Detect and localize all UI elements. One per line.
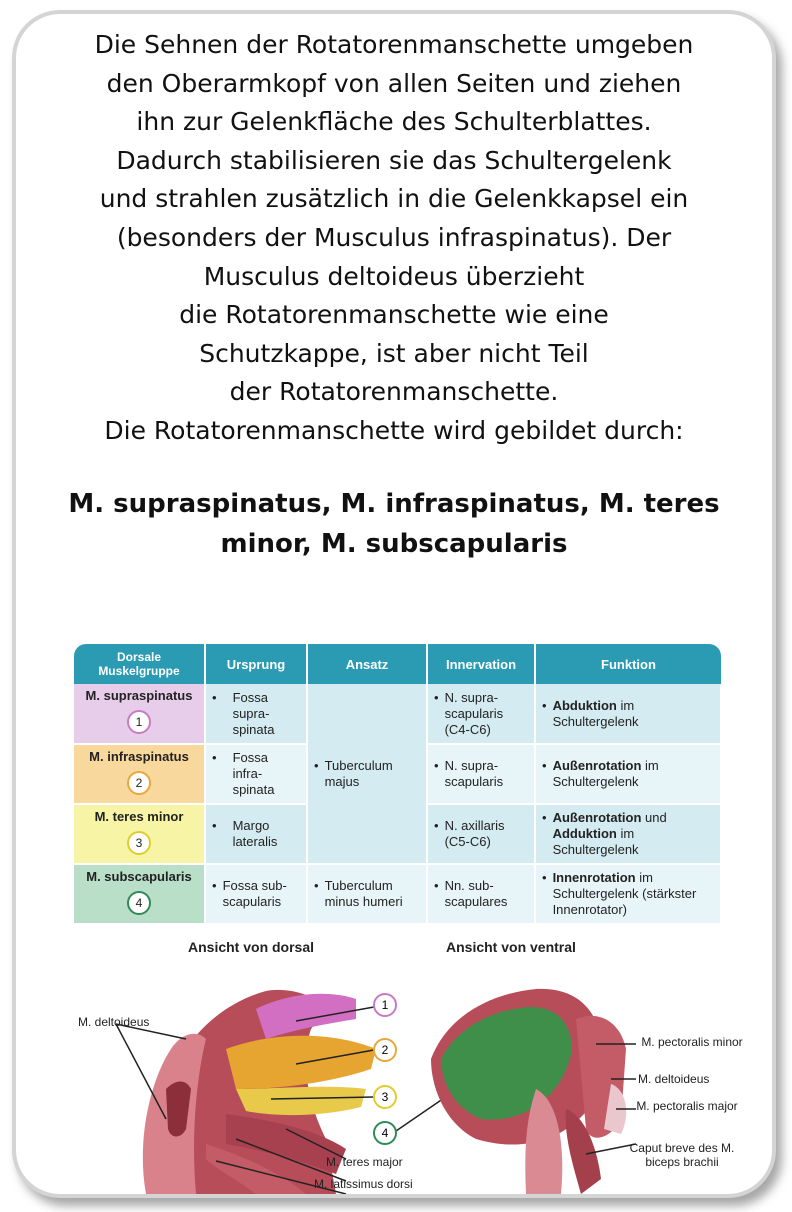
insertion-cell: • Tuberculum minus humeri	[307, 864, 427, 924]
content-card	[12, 10, 776, 1198]
innervation-cell: • N. axillaris (C5-C6)	[427, 804, 535, 864]
muscle-table	[74, 644, 722, 925]
intro-line: Dadurch stabilisieren sie das Schultergelenk	[116, 145, 672, 175]
title-ventral: Ansicht von ventral	[446, 939, 576, 955]
origin-cell: • Fossa infra- spinata	[205, 744, 307, 804]
intro-line: die Rotatorenmanschette wie eine	[179, 300, 609, 330]
label-pectoralis-minor: M. pectoralis minor	[641, 1035, 743, 1049]
origin-cell: • Fossa sub- scapularis	[205, 864, 307, 924]
callout-number: 2	[127, 771, 151, 795]
intro-line: ihn zur Gelenkfläche des Schulterblattes.	[136, 107, 652, 137]
table-row	[74, 684, 721, 744]
callout-number: 3	[127, 831, 151, 855]
intro-line: und strahlen zusätzlich in die Gelenkkapsel ein	[99, 184, 689, 214]
title-dorsal: Ansicht von dorsal	[188, 939, 315, 955]
innervation-cell: • Nn. sub- scapulares	[427, 864, 535, 924]
table-row	[74, 864, 721, 924]
function-cell: • Abduktion im Schultergelenk	[535, 684, 721, 744]
label-deltoideus-ventral: M. deltoideus	[638, 1072, 710, 1086]
intro-line: der Rotatorenmanschette.	[229, 377, 559, 407]
insertion-cell: • Tuberculum majus	[307, 684, 427, 864]
muscle-name: M. infraspinatus 2	[74, 744, 205, 804]
label-deltoideus-dorsal: M. deltoideus	[78, 1015, 150, 1029]
callout-4: 4	[381, 1126, 389, 1140]
intro-line: (besonders der Musculus infraspinatus). Der	[116, 222, 672, 252]
label-triceps	[314, 1193, 405, 1195]
muscles-line: minor, M. subscapularis	[220, 529, 568, 559]
function-cell: • Innenrotation im Schultergelenk (stärkster Innenrotator)	[535, 864, 721, 924]
callout-1: 1	[381, 998, 389, 1012]
rotator-cuff-muscles	[16, 484, 772, 564]
origin-cell: • Margo lateralis	[205, 804, 307, 864]
innervation-cell: • N. supra- scapularis	[427, 744, 535, 804]
ventral-view	[431, 989, 626, 1194]
intro-line: Die Sehnen der Rotatorenmanschette umgeben	[94, 30, 694, 59]
header-innervation: Innervation	[427, 644, 535, 684]
callout-2: 2	[381, 1043, 389, 1057]
muscles-line: M. supraspinatus, M. infraspinatus, M. teres	[68, 489, 720, 519]
callout-3: 3	[381, 1090, 389, 1104]
innervation-cell: • N. supra- scapularis (C4-C6)	[427, 684, 535, 744]
anatomy-figure	[56, 939, 756, 1194]
header-group: Dorsale Muskelgruppe	[74, 644, 205, 684]
header-function: Funktion	[535, 644, 721, 684]
function-cell: • Außenrotation und Adduktion im Schultergelenk	[535, 804, 721, 864]
label-latissimus: M. latissimus dorsi	[314, 1177, 413, 1191]
muscle-name: M. supraspinatus 1	[74, 684, 205, 744]
label-biceps-caput-breve: Caput breve des M. biceps brachii	[629, 1141, 735, 1169]
origin-cell: • Fossa supra- spinata	[205, 684, 307, 744]
function-cell: • Außenrotation im Schultergelenk	[535, 744, 721, 804]
header-insertion: Ansatz	[307, 644, 427, 684]
label-pectoralis-major: M. pectoralis major	[636, 1099, 738, 1113]
callout-number: 4	[127, 891, 151, 915]
muscle-name: M. teres minor 3	[74, 804, 205, 864]
label-teres-major: M. teres major	[326, 1155, 403, 1169]
intro-line: Musculus deltoideus überzieht	[203, 261, 585, 291]
callout-number: 1	[127, 710, 151, 734]
muscle-name: M. subscapularis 4	[74, 864, 205, 924]
intro-line: Die Rotatorenmanschette wird gebildet durch:	[104, 415, 684, 445]
intro-text	[16, 26, 772, 451]
intro-line: den Oberarmkopf von allen Seiten und ziehen	[106, 68, 682, 98]
intro-line: Schutzkappe, ist aber nicht Teil	[199, 338, 589, 368]
header-origin: Ursprung	[205, 644, 307, 684]
